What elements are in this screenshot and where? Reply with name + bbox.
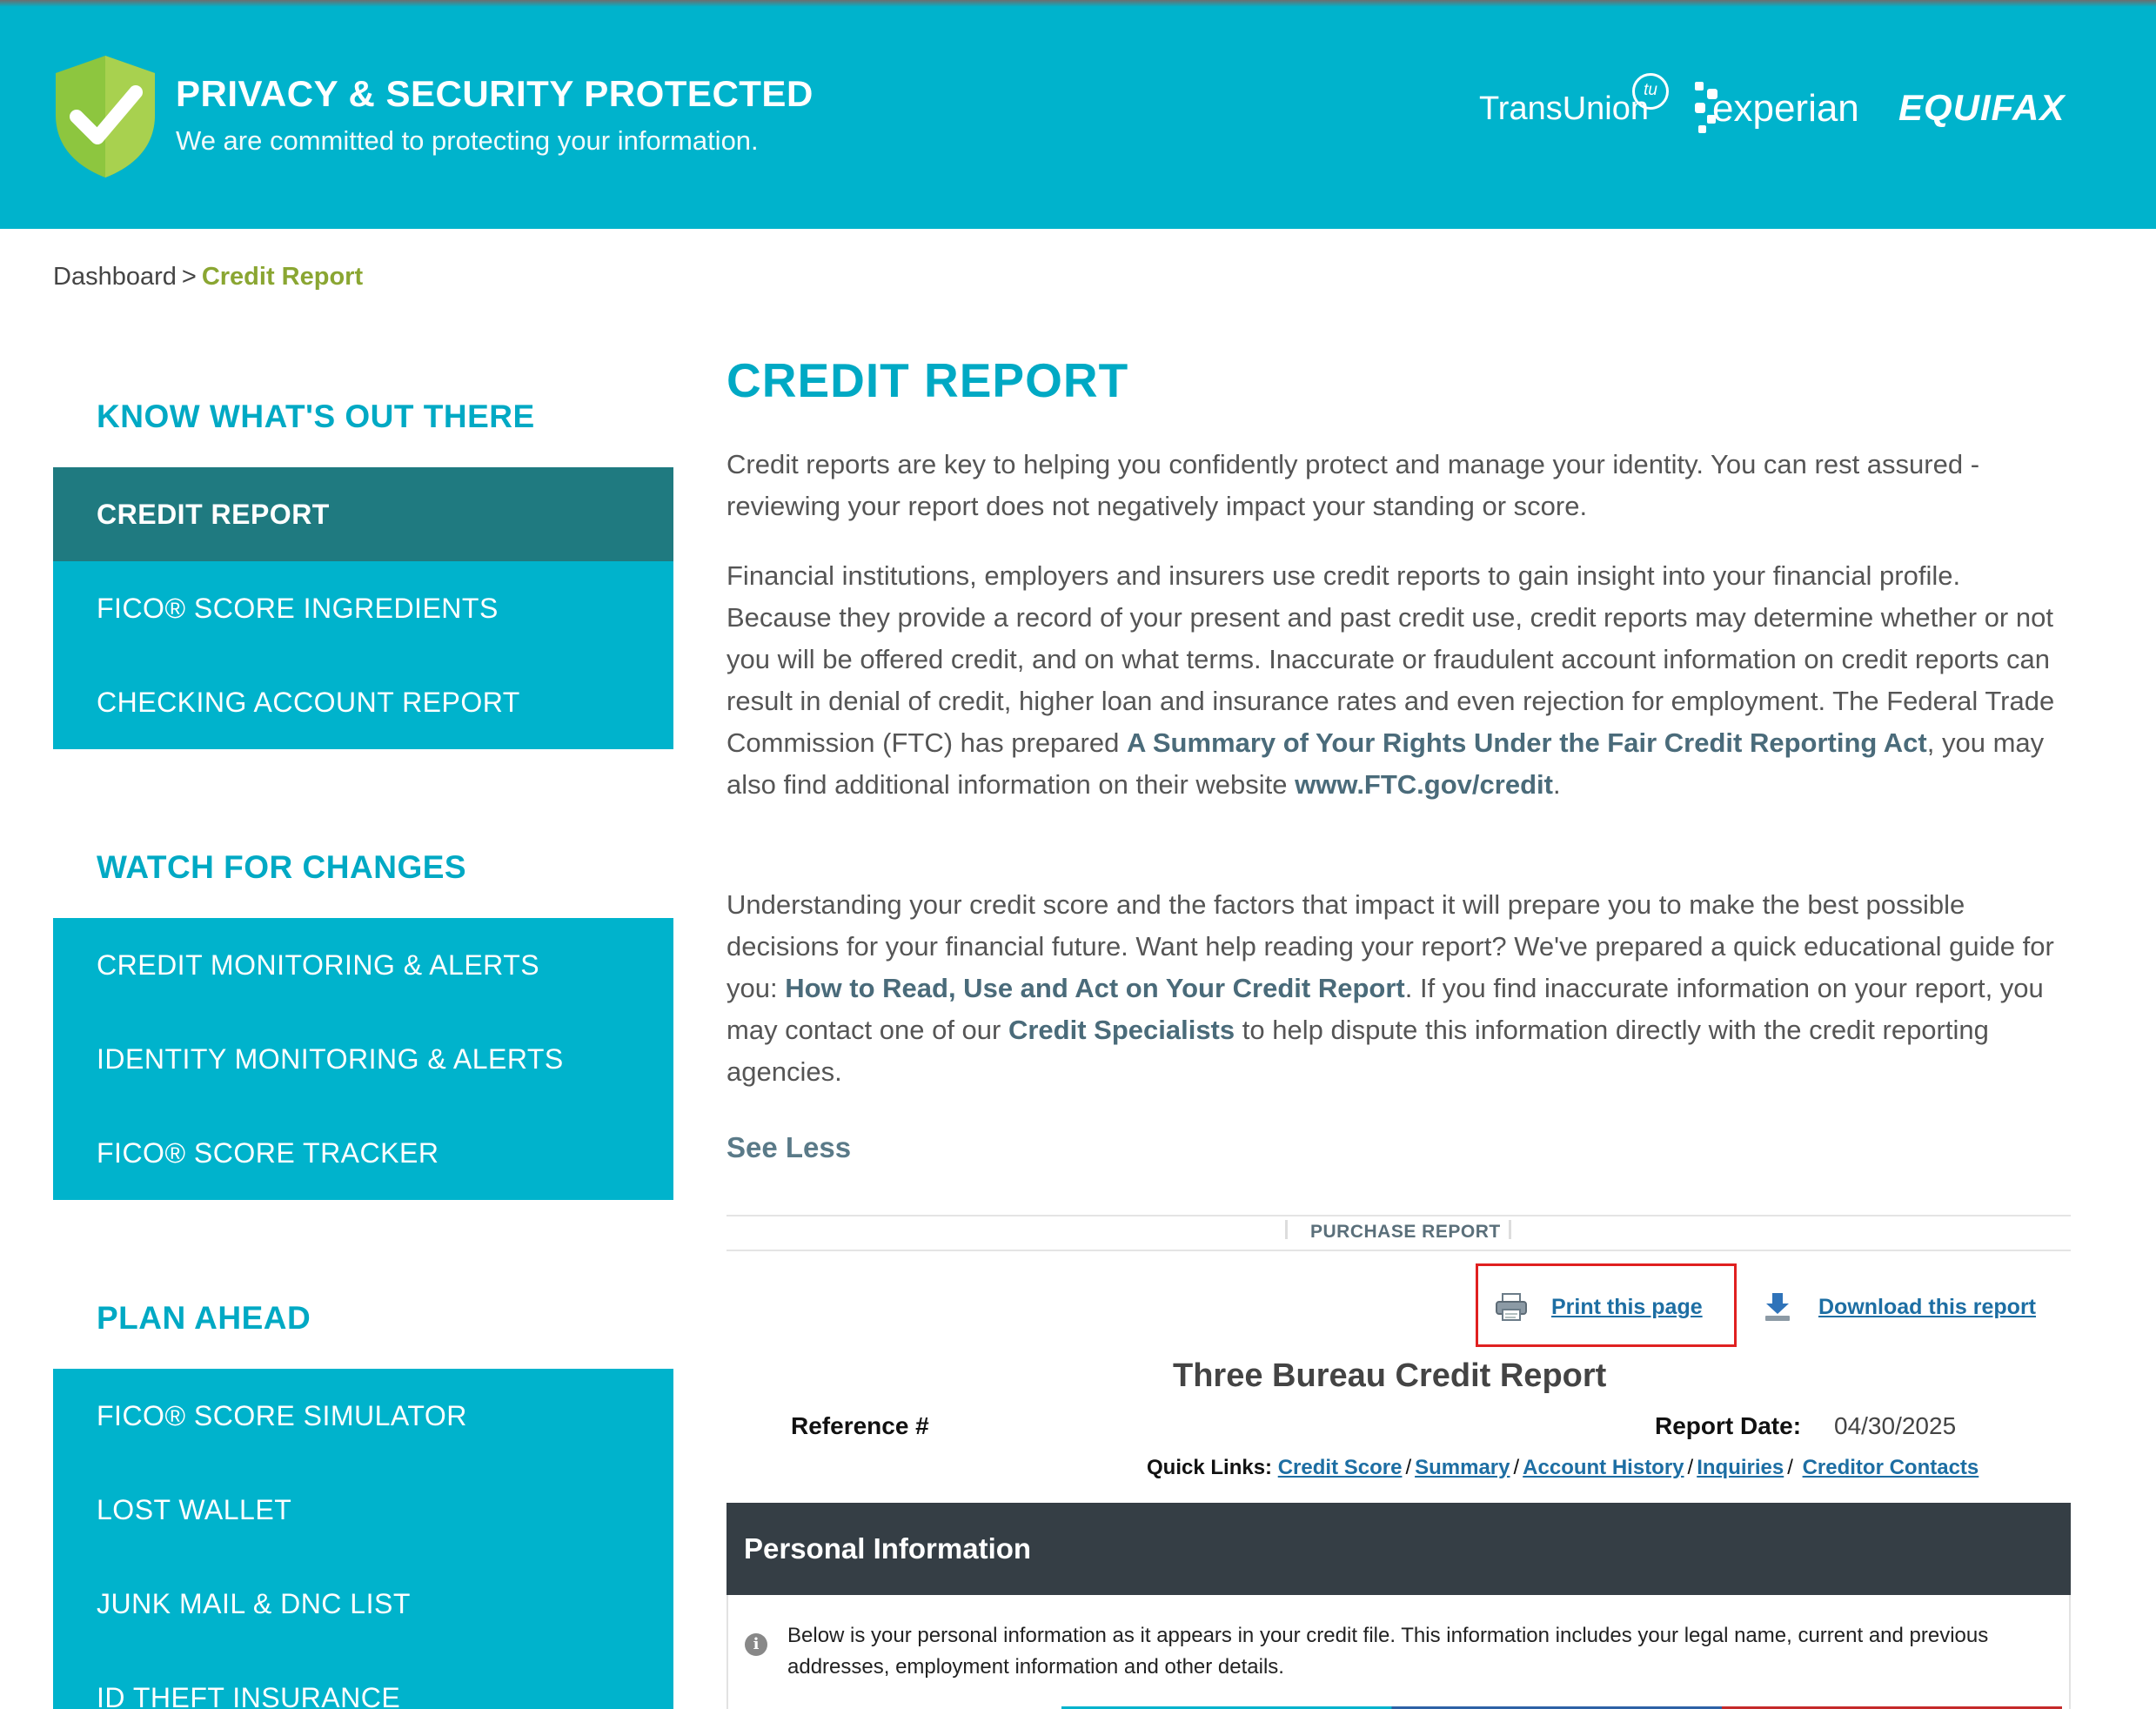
quick-link-creditor-contacts[interactable]: Creditor Contacts: [1802, 1456, 1979, 1479]
sidebar-item-id-theft-insurance[interactable]: ID THEFT INSURANCE: [97, 1682, 401, 1709]
report-date-value: 04/30/2025: [1834, 1412, 1957, 1439]
download-icon[interactable]: [1764, 1291, 1791, 1323]
sidebar-group-know: [53, 467, 673, 749]
page-title: CREDIT REPORT: [726, 353, 1129, 407]
report-date-label: Report Date:: [1655, 1412, 1802, 1439]
intro-paragraph: Credit reports are key to helping you confidently protect and manage your identity. You can rest assured - reviewing your report does not negatively impact your standing or score.: [726, 449, 1980, 521]
sidebar-item-junk-mail[interactable]: JUNK MAIL & DNC LIST: [97, 1588, 411, 1619]
transunion-mark: tu: [1632, 73, 1669, 110]
quick-link-summary[interactable]: Summary: [1415, 1456, 1510, 1479]
sidebar-group-plan: [53, 1369, 673, 1709]
how-to-read-link[interactable]: How to Read, Use and Act on Your Credit Report: [785, 973, 1405, 1003]
equifax-logo: EQUIFAX: [1898, 87, 2066, 128]
banner-title: PRIVACY & SECURITY PROTECTED: [176, 73, 814, 114]
quick-link-credit-score[interactable]: Credit Score: [1277, 1456, 1403, 1479]
banner-subtitle: We are committed to protecting your information.: [176, 125, 759, 156]
print-page-link[interactable]: Print this page: [1551, 1295, 1703, 1319]
ftc-text-3: .: [1552, 769, 1561, 800]
personal-info-description: Below is your personal information as it appears in your credit file. This information includes your legal name, current and previous addresses, employment information and other details.: [787, 1624, 1989, 1679]
shield-check-icon: [52, 54, 158, 179]
fcra-summary-link[interactable]: A Summary of Your Rights Under the Fair Credit Reporting Act: [1126, 727, 1927, 758]
breadcrumb-dashboard-link[interactable]: Dashboard: [53, 263, 177, 291]
guide-paragraph: [726, 884, 2071, 1093]
sidebar-item-identity-monitoring[interactable]: IDENTITY MONITORING & ALERTS: [97, 1043, 564, 1075]
ftc-paragraph: [726, 555, 2071, 806]
sidebar-heading-plan: PLAN AHEAD: [97, 1300, 311, 1336]
see-less-toggle[interactable]: See Less: [726, 1131, 852, 1163]
breadcrumb-separator: >: [181, 263, 197, 291]
quick-links: Quick Links: Credit Score / Summary / Account History / Inquiries / Creditor Contacts: [1147, 1456, 1979, 1479]
purchase-report-link[interactable]: PURCHASE REPORT: [1310, 1222, 1501, 1242]
guide-text-2: . If you find inaccurate information on your report, you may contact one of our: [726, 973, 2044, 1045]
printer-icon[interactable]: [1495, 1293, 1528, 1321]
sidebar-item-fico-ingredients[interactable]: FICO® SCORE INGREDIENTS: [97, 593, 499, 624]
guide-text-1: Understanding your credit score and the factors that impact it will prepare you to make the best possible decisions for your financial future. Want help reading your report? We've prepared a quick educational guide for you:: [726, 889, 2054, 1003]
ftc-text-2: , you may also find additional information on their website: [726, 727, 2045, 800]
ftc-website-link[interactable]: www.FTC.gov/credit: [1295, 769, 1553, 800]
sidebar-item-credit-monitoring[interactable]: CREDIT MONITORING & ALERTS: [97, 949, 540, 981]
download-report-link[interactable]: Download this report: [1818, 1295, 2036, 1319]
breadcrumb-current: Credit Report: [201, 263, 364, 291]
sidebar-group-watch: [53, 918, 673, 1200]
sidebar-item-lost-wallet[interactable]: LOST WALLET: [97, 1494, 292, 1525]
credit-specialists-link[interactable]: Credit Specialists: [1008, 1015, 1235, 1045]
report-title: Three Bureau Credit Report: [1173, 1357, 1607, 1394]
guide-text-3: to help dispute this information directly with the credit reporting agencies.: [726, 1015, 1989, 1087]
sidebar-item-credit-report[interactable]: CREDIT REPORT: [53, 467, 673, 561]
sidebar-heading-know: KNOW WHAT'S OUT THERE: [97, 399, 535, 434]
reference-label: Reference #: [791, 1412, 929, 1439]
quick-link-account-history[interactable]: Account History: [1523, 1456, 1684, 1479]
info-icon: i: [745, 1633, 767, 1656]
transunion-logo: TransUnion: [1479, 90, 1650, 127]
purchase-divider-left: [1285, 1220, 1288, 1239]
sidebar-item-fico-tracker[interactable]: FICO® SCORE TRACKER: [97, 1137, 439, 1169]
breadcrumb: [53, 263, 363, 292]
quick-link-inquiries[interactable]: Inquiries: [1697, 1456, 1784, 1479]
top-shadow: [0, 0, 2156, 7]
quick-links-label: Quick Links:: [1147, 1456, 1273, 1479]
personal-info-header: Personal Information: [726, 1503, 2071, 1595]
sidebar-item-checking-account-report[interactable]: CHECKING ACCOUNT REPORT: [97, 687, 520, 718]
experian-logo: experian: [1712, 87, 1859, 130]
sidebar-heading-watch: WATCH FOR CHANGES: [97, 849, 467, 885]
ftc-text-1: Financial institutions, employers and insurers use credit reports to gain insight into your financial profile. Because they provide a record of your present and past credit use, credit reports may determine whether or not you will be offered credit, and on what terms. Inaccurate or fraudulent account information on credit reports can result in denial of credit, higher loan and insurance rates and even rejection for employment. The Federal Trade Commission (FTC) has prepared: [726, 560, 2055, 758]
purchase-divider-right: [1509, 1220, 1511, 1239]
sidebar-item-fico-simulator[interactable]: FICO® SCORE SIMULATOR: [97, 1400, 467, 1431]
